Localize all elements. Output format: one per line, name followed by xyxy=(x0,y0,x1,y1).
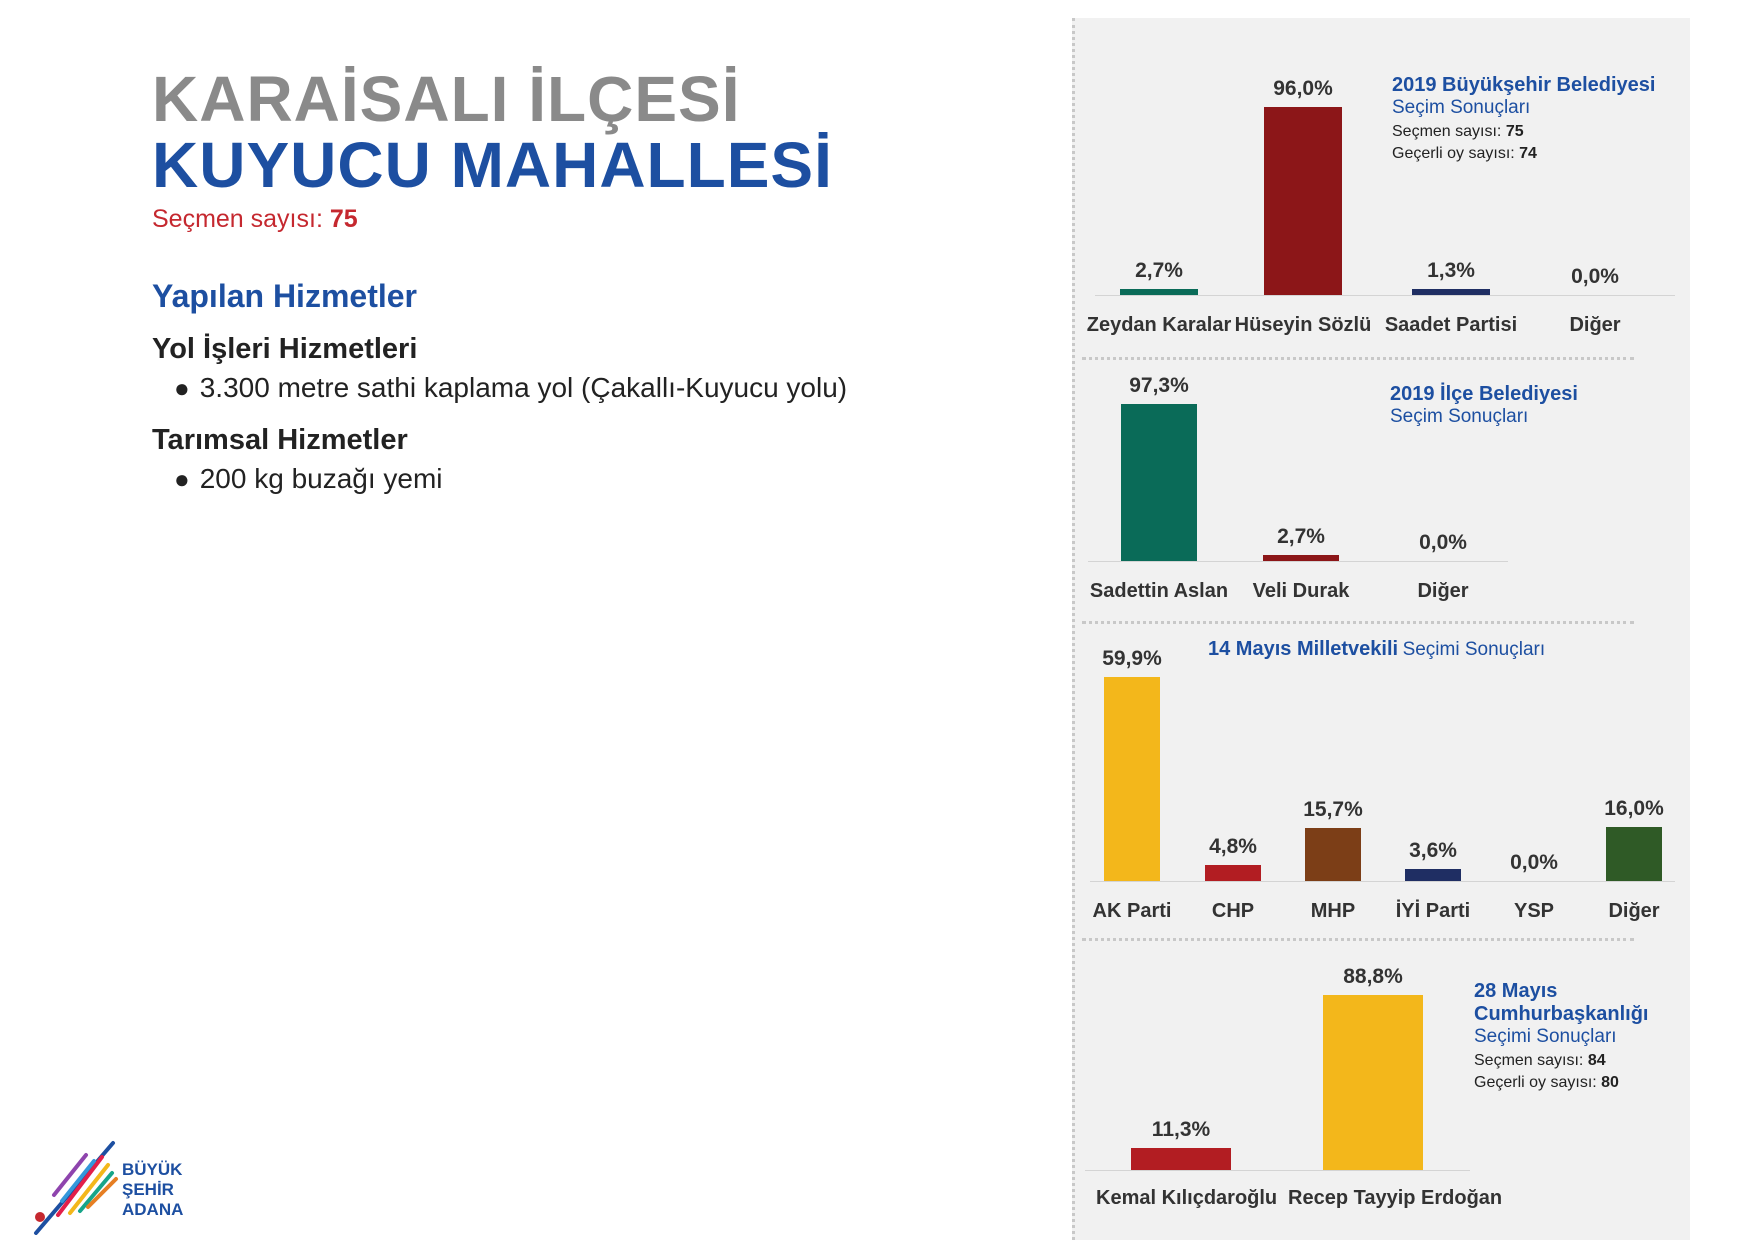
voter-count-line xyxy=(152,205,358,234)
category-label: Diğer xyxy=(1608,900,1660,922)
category-label: Diğer xyxy=(1417,580,1469,602)
value-label: 2,7% xyxy=(1277,525,1325,548)
valid-label: Geçerli oy sayısı: xyxy=(1392,145,1515,162)
district-title: KARAİSALI İLÇESİ xyxy=(152,63,741,135)
category-label: İYİ Parti xyxy=(1395,900,1471,922)
panel-divider xyxy=(1072,18,1075,1240)
chart-baseline xyxy=(1085,1170,1470,1171)
value-label: 15,7% xyxy=(1303,798,1363,821)
logo-line: ADANA xyxy=(122,1200,184,1219)
section-separator xyxy=(1082,621,1634,624)
bar xyxy=(1606,827,1662,881)
value-label: 2,7% xyxy=(1135,259,1183,282)
bar xyxy=(1305,828,1361,881)
chart-subtitle: Seçimi Sonuçları xyxy=(1474,1026,1617,1047)
value-label: 0,0% xyxy=(1510,851,1558,874)
chart-baseline xyxy=(1088,561,1508,562)
bullet-icon: ● xyxy=(174,464,190,494)
category-label: Veli Durak xyxy=(1252,580,1350,602)
service-item-text: 3.300 metre sathi kaplama yol (Çakallı-Kuyucu yolu) xyxy=(199,372,848,403)
voter-count-label: Seçmen sayısı: xyxy=(152,205,323,233)
chart-valid-votes xyxy=(1474,1074,1648,1092)
bar xyxy=(1205,865,1261,881)
category-label: Diğer xyxy=(1569,314,1621,336)
value-label: 16,0% xyxy=(1604,797,1664,820)
chart-voters xyxy=(1392,123,1655,141)
service-group-heading: Tarımsal Hizmetler xyxy=(152,424,408,456)
category-label: AK Parti xyxy=(1092,900,1172,922)
category-label: Saadet Partisi xyxy=(1384,314,1518,336)
section-separator xyxy=(1082,938,1634,941)
category-label: MHP xyxy=(1310,900,1356,922)
voters-label: Seçmen sayısı: xyxy=(1474,1052,1584,1069)
service-item xyxy=(174,463,443,495)
category-label: Recep Tayyip Erdoğan xyxy=(1288,1187,1503,1209)
value-label: 88,8% xyxy=(1343,965,1403,988)
service-group-road xyxy=(152,333,847,404)
value-label: 1,3% xyxy=(1427,259,1475,282)
bullet-icon: ● xyxy=(174,373,190,403)
bar xyxy=(1264,107,1342,295)
voters-value: 84 xyxy=(1587,1052,1606,1069)
chart-baseline xyxy=(1090,881,1675,882)
chart-4-info xyxy=(1474,980,1648,1092)
value-label: 0,0% xyxy=(1571,265,1619,288)
chart-subtitle: Seçim Sonuçları xyxy=(1392,97,1531,118)
chart-title: 28 Mayıs xyxy=(1474,980,1558,1002)
valid-value: 80 xyxy=(1601,1074,1619,1091)
chart-subtitle: Seçim Sonuçları xyxy=(1390,406,1529,427)
value-label: 3,6% xyxy=(1409,839,1457,862)
chart-title: Cumhurbaşkanlığı xyxy=(1474,1003,1649,1025)
value-label: 11,3% xyxy=(1151,1118,1211,1141)
chart-valid-votes xyxy=(1392,145,1655,163)
category-label: Sadettin Aslan xyxy=(1089,580,1229,602)
value-label: 97,3% xyxy=(1129,374,1189,397)
bar xyxy=(1120,289,1198,295)
chart-voters xyxy=(1474,1052,1648,1070)
value-label: 4,8% xyxy=(1209,835,1257,858)
valid-label: Geçerli oy sayısı: xyxy=(1474,1074,1597,1091)
voters-value: 75 xyxy=(1505,123,1524,140)
chart-1-info xyxy=(1392,74,1655,163)
chart-title: 2019 Büyükşehir Belediyesi xyxy=(1392,74,1656,96)
voters-label: Seçmen sayısı: xyxy=(1392,123,1502,140)
category-label: Kemal Kılıçdaroğlu xyxy=(1096,1187,1278,1209)
service-group-agri xyxy=(152,424,443,495)
value-label: 0,0% xyxy=(1419,531,1467,554)
value-label: 96,0% xyxy=(1273,77,1333,100)
bar xyxy=(1405,869,1461,881)
chart-baseline xyxy=(1095,295,1675,296)
chart-2-info xyxy=(1390,383,1578,428)
bar xyxy=(1131,1148,1231,1170)
bar xyxy=(1121,404,1197,561)
category-label: Hüseyin Sözlü xyxy=(1234,314,1372,336)
category-label: Zeydan Karalar xyxy=(1086,314,1232,336)
logo-line: ŞEHİR xyxy=(122,1180,174,1199)
bar xyxy=(1104,677,1160,881)
bar xyxy=(1323,995,1423,1170)
chart-3-info xyxy=(1208,638,1545,661)
chart-subtitle: Seçimi Sonuçları xyxy=(1402,639,1546,660)
logo-line: BÜYÜK xyxy=(122,1160,183,1179)
valid-value: 74 xyxy=(1519,145,1537,162)
section-separator xyxy=(1082,357,1634,360)
logo-text xyxy=(122,1160,183,1220)
neighborhood-title: KUYUCU MAHALLESİ xyxy=(152,129,833,201)
category-label: YSP xyxy=(1513,900,1555,922)
bar xyxy=(1412,289,1490,295)
category-label: CHP xyxy=(1211,900,1255,922)
services-title: Yapılan Hizmetler xyxy=(152,278,417,314)
voter-count-value: 75 xyxy=(329,205,358,233)
value-label: 59,9% xyxy=(1102,647,1162,670)
service-item-text: 200 kg buzağı yemi xyxy=(199,463,443,494)
service-group-heading: Yol İşleri Hizmetleri xyxy=(152,333,418,365)
chart-title: 14 Mayıs Milletvekili xyxy=(1208,638,1399,660)
service-item xyxy=(174,372,847,404)
chart-title: 2019 İlçe Belediyesi xyxy=(1390,383,1578,405)
bar xyxy=(1263,555,1339,561)
